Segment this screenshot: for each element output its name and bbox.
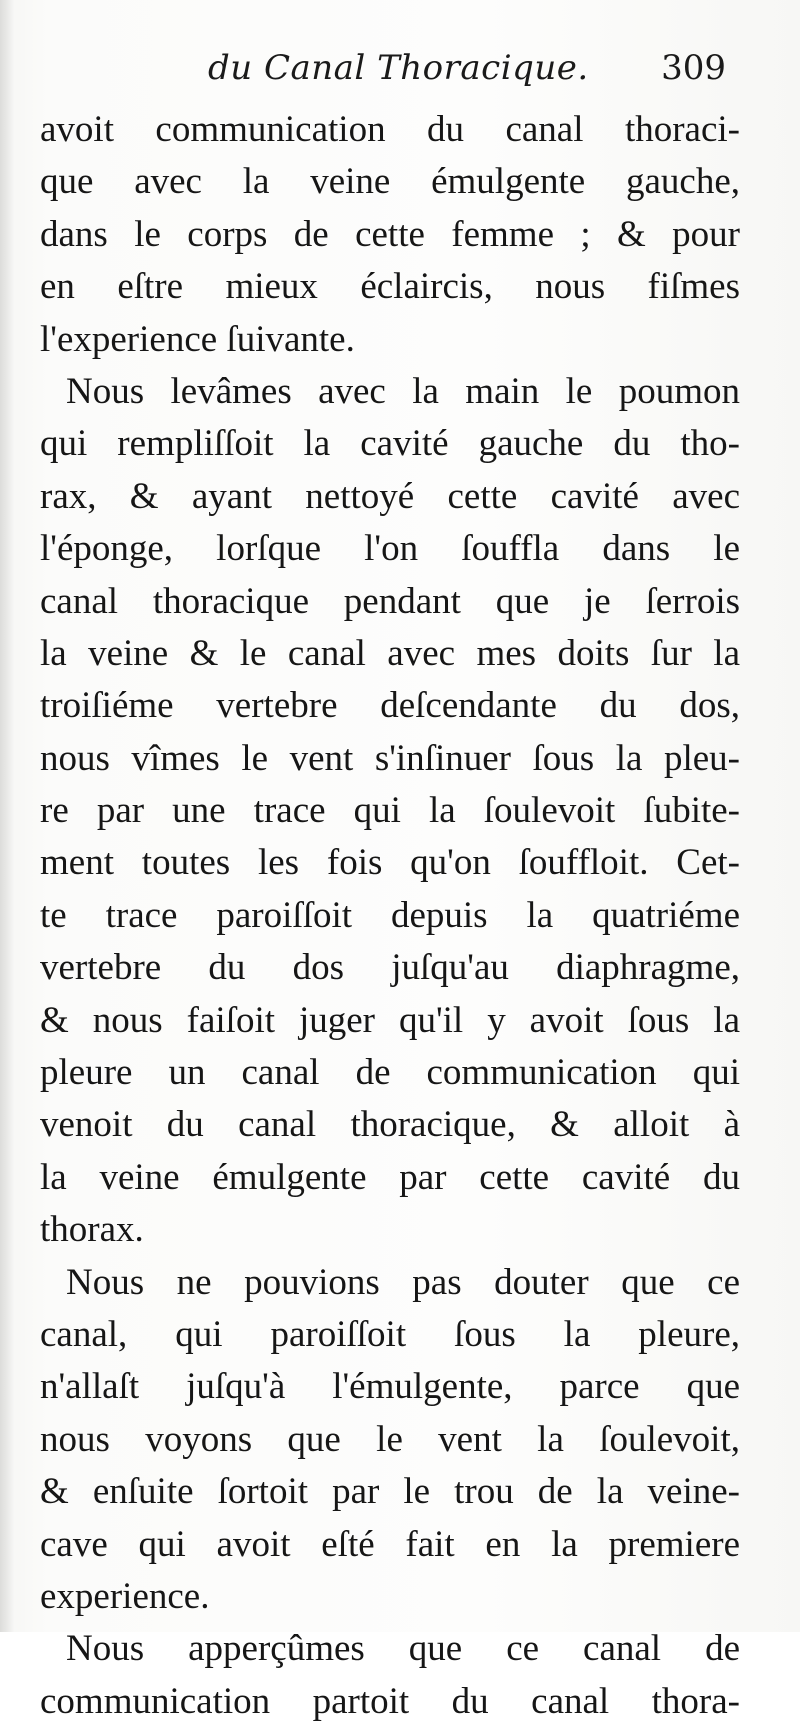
body-text bbox=[40, 104, 740, 1728]
text-line: nous vîmes le vent s'inſinuer ſous la pleu- bbox=[40, 737, 740, 779]
text-line: venoit du canal thoracique, & alloit à bbox=[40, 1104, 740, 1146]
text-line: qui rempliſſoit la cavité gauche du tho- bbox=[40, 423, 740, 465]
text-line: canal thoracique pendant que je ſerrois bbox=[40, 580, 740, 622]
text-line: la veine émulgente par cette cavité du bbox=[40, 1156, 740, 1198]
text-line: & nous faiſoit juger qu'il y avoit ſous la bbox=[40, 999, 740, 1041]
text-line: cave qui avoit eſté fait en la premiere bbox=[40, 1523, 740, 1565]
running-title: du Canal Thoracique. bbox=[208, 48, 589, 88]
text-line: communication partoit du canal thora- bbox=[40, 1680, 740, 1722]
text-line: n'allaſt juſqu'à l'émulgente, parce que bbox=[40, 1366, 740, 1408]
text-line: rax, & ayant nettoyé cette cavité avec bbox=[40, 475, 740, 517]
text-line: avoit communication du canal thoraci- bbox=[40, 109, 740, 150]
text-line: ment toutes les fois qu'on ſouffloit. Cet- bbox=[40, 842, 740, 884]
text-line: Nous apperçûmes que ce canal de bbox=[66, 1628, 740, 1670]
page-header bbox=[40, 48, 740, 100]
text-line: l'éponge, lorſque l'on ſouffla dans le bbox=[40, 528, 740, 570]
text-line: en eſtre mieux éclaircis, nous fiſmes bbox=[40, 266, 740, 308]
text-line: experience. bbox=[40, 1575, 210, 1617]
page-gutter-shadow bbox=[0, 0, 14, 1632]
text-line: & enſuite ſortoit par le trou de la veine- bbox=[40, 1471, 740, 1513]
text-line: re par une trace qui la ſoulevoit ſubite- bbox=[40, 790, 740, 832]
text-line: dans le corps de cette femme ; & pour bbox=[40, 213, 740, 255]
text-line: l'experience ſuivante. bbox=[40, 318, 355, 360]
text-line: Nous levâmes avec la main le poumon bbox=[66, 370, 740, 412]
text-line: pleure un canal de communication qui bbox=[40, 1052, 740, 1094]
text-line: Nous ne pouvions pas douter que ce bbox=[66, 1261, 740, 1303]
text-line: la veine & le canal avec mes doits ſur la bbox=[40, 632, 740, 674]
text-line: thorax. bbox=[40, 1209, 144, 1251]
text-line: canal, qui paroiſſoit ſous la pleure, bbox=[40, 1313, 740, 1355]
text-line: te trace paroiſſoit depuis la quatriéme bbox=[40, 894, 740, 936]
text-line: que avec la veine émulgente gauche, bbox=[40, 161, 740, 203]
page-number: 309 bbox=[661, 48, 726, 88]
text-line: troiſiéme vertebre deſcendante du dos, bbox=[40, 685, 740, 727]
text-line: vertebre du dos juſqu'au diaphragme, bbox=[40, 947, 740, 989]
text-line: nous voyons que le vent la ſoulevoit, bbox=[40, 1418, 740, 1460]
